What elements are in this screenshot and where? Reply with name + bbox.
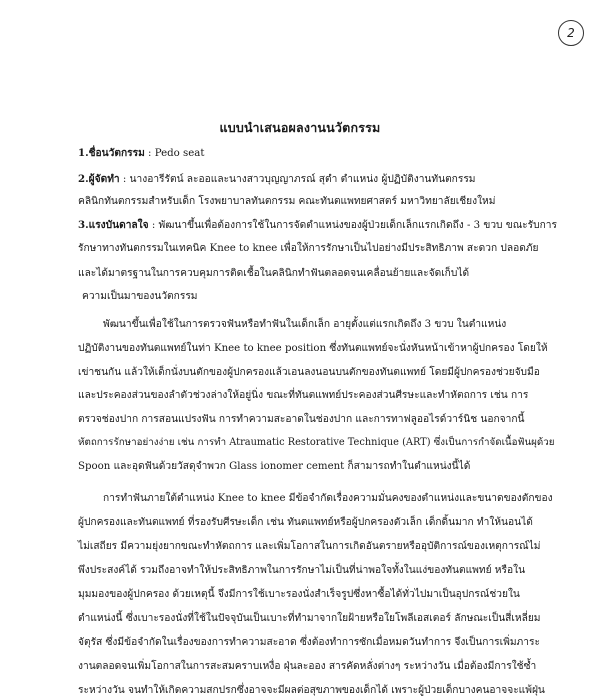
authors-line-2: คลินิกทันตกรรมสำหรับเด็ก โรงพยาบาลทันตกรรม คณะทันตแพทยศาสตร์ มหาวิทยาลัยเชียงใหม่ — [78, 196, 496, 207]
para1-line: ตรวจช่องปาก การสอนแปรงฟัน การทำความสะอาดในช่องปาก และการทาฟลูออไรด์วาร์นิช นอกจากนี้ — [78, 414, 525, 425]
page-number-circle — [558, 20, 584, 46]
para2-line: งานตลอดจนเพิ่มโอกาสในการสะสมคราบเหงื่อ ฝุ่นละออง สารคัดหลั่งต่างๆ ระหว่างวัน เมื่อต้องมีการใช้ซ้ำ — [78, 661, 537, 672]
innovation-label: 1.ชื่อนวัตกรรม — [78, 147, 145, 159]
motivation-text-3: และได้มาตรฐานในการควบคุมการติดเชื้อในคลินิกทำฟันตลอดจนเคลื่อนย้ายและจัดเก็บได้ — [78, 268, 470, 279]
para2-line: ผู้ปกครองและทันตแพทย์ ที่รองรับศีรษะเด็ก เช่น ทันตแพทย์หรือผู้ปกครองตัวเล็ก เด็กดิ้นมาก ทำให้นอนได้ — [78, 517, 533, 528]
para1-line: Spoon และอุดฟันด้วยวัสดุจำพวก Glass ionomer cement ก็สามารถทำในตำแหน่งนี้ได้ — [78, 461, 471, 472]
motivation-label: 3.แรงบันดาลใจ — [78, 219, 149, 231]
para1-line: และประคองส่วนของลำตัวช่วงล่างให้อยู่นิ่ง ขณะที่ทันตแพทย์ประคองส่วนศีรษะและทำหัตถการ เช่น การ — [78, 390, 529, 401]
document-title: แบบนำเสนอผลงานนวัตกรรม — [219, 120, 381, 135]
page-number: 2 — [567, 26, 575, 40]
para2-line: ตำแหน่งนี้ ซึ่งเบาะรองนั่งที่ใช้ในปัจจุบันเป็นเบาะที่ทำมาจากใยฝ้ายหรือใยโพลีเอสเตอร์ ลักษณะเป็นสี่เหลี่ยม — [78, 613, 541, 624]
para2-line: มุมมองของผู้ปกครอง ด้วยเหตุนี้ จึงมีการใช้เบาะรองนั่งสำเร็จรูปซึ่งหาซื้อได้ทั่วไปมาเป็นอุปกรณ์ช่วยใน — [78, 589, 520, 600]
motivation-line — [78, 218, 558, 233]
motivation-text-1: : พัฒนาขึ้นเพื่อต้องการใช้ในการจัดตำแหน่งของผู้ป่วยเด็กเล็กแรกเกิดถึง - 3 ขวบ ขณะรับการ — [148, 220, 557, 231]
para1-line: ปฏิบัติงานของทันตแพทย์ในท่า Knee to knee position ซึ่งทันตแพทย์จะนั่งหันหน้าเข้าหาผู้ปกครอง โดยให้ — [78, 343, 548, 354]
innovation-value: : Pedo seat — [144, 148, 205, 159]
authors-line — [78, 172, 558, 187]
motivation-text-2: รักษาทางทันตกรรมในเทคนิค Knee to knee เพื่อให้การรักษาเป็นไปอย่างมีประสิทธิภาพ สะดวก ปลอดภัย — [78, 243, 539, 254]
authors-label: 2.ผู้จัดทำ — [78, 173, 120, 185]
authors-value: : นางอารีรัตน์ ละออและนางสาวบุญญาภรณ์ สุตำ ตำแหน่ง ผู้ปฏิบัติงานทันตกรรม — [119, 174, 476, 185]
para1-line: เข่าชนกัน แล้วให้เด็กนั่งบนตักของผู้ปกครองแล้วเอนลงนอนบนตักของทันตแพทย์ โดยมีผู้ปกครองช่วยจับมือ — [78, 367, 540, 378]
para1-line: พัฒนาขึ้นเพื่อใช้ในการตรวจฟันหรือทำฟันในเด็กเล็ก อายุตั้งแต่แรกเกิดถึง 3 ขวบ ในตำแหน่ง — [103, 319, 507, 330]
para1-line: หัตถการรักษาอย่างง่าย เช่น การทำ Atraumatic Restorative Technique (ART) ซึ่งเป็นการกำจัดเนื้อฟันผุด้วย — [78, 437, 555, 448]
background-heading: ความเป็นมาของนวัตกรรม — [82, 291, 198, 302]
innovation-line — [78, 146, 558, 161]
para2-line: การทำฟันภายใต้ตำแหน่ง Knee to knee มีข้อจำกัดเรื่องความมั่นคงของตำแหน่งและขนาดของตักของ — [103, 493, 553, 504]
para2-line: ระหว่างวัน จนทำให้เกิดความสกปรกซึ่งอาจจะมีผลต่อสุขภาพของเด็กได้ เพราะผู้ป่วยเด็กบางคนอาจจะแพ้ฝุ่น — [78, 685, 545, 696]
para2-line: พึงประสงค์ได้ รวมถึงอาจทำให้ประสิทธิภาพในการรักษาไม่เป็นที่น่าพอใจทั้งในแง่ของทันตแพทย์ หรือใน — [78, 565, 526, 576]
para2-line: ไม่เสถียร มีความยุ่งยากขณะทำหัตถการ และเพิ่มโอกาสในการเกิดอันตรายหรืออุบัติการณ์ของเหตุการณ์ไม่ — [78, 541, 541, 552]
para2-line: จัตุรัส ซึ่งมีข้อจำกัดในเรื่องของการทำความสะอาด ซึ่งต้องทำการซักเมื่อหมดวันทำการ จึงเป็นการเพิ่มภาระ — [78, 637, 540, 648]
